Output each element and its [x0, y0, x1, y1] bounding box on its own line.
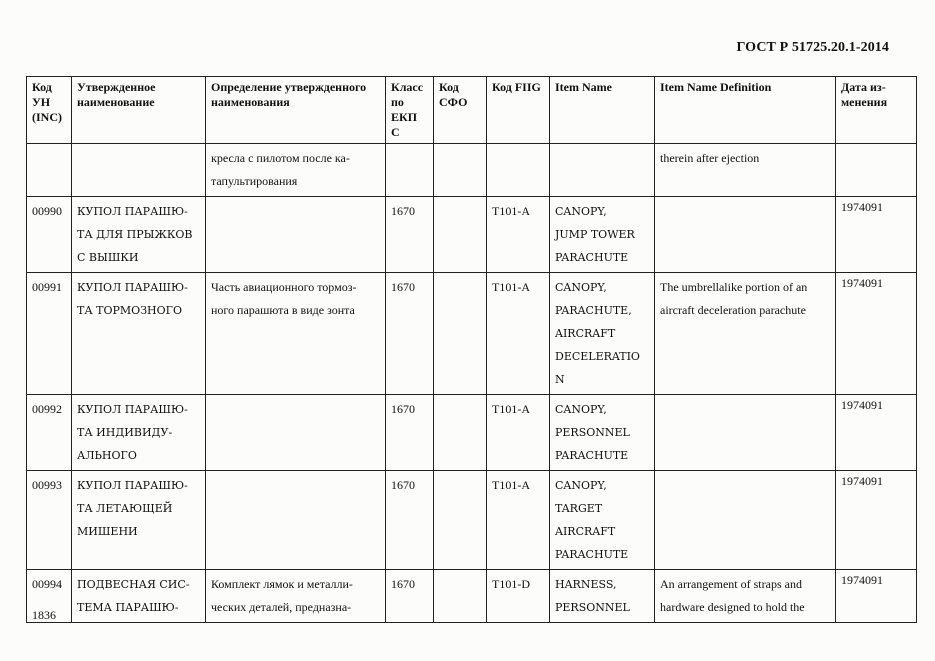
- cell-item-definition: [655, 395, 836, 471]
- cell-name-ru: КУПОЛ ПАРАШЮ- ТА ИНДИВИДУ- АЛЬНОГО: [72, 395, 206, 471]
- cell-sfo: [434, 570, 487, 623]
- col-header-definition-ru: Определение утвержденного наименования: [206, 77, 386, 144]
- cell-sfo: [434, 395, 487, 471]
- cell-item-definition: [655, 471, 836, 570]
- col-header-name-ru: Утвержденное наименование: [72, 77, 206, 144]
- cell-class: [386, 144, 434, 197]
- table-row: [27, 273, 917, 395]
- table-row: [27, 570, 917, 623]
- col-header-item-definition: Item Name Definition: [655, 77, 836, 144]
- cell-definition-ru: Комплект лямок и металли- ческих деталей, предназна-: [206, 570, 386, 623]
- cell-date: [836, 144, 917, 197]
- cell-definition-ru: [206, 395, 386, 471]
- cell-code: 00991: [27, 273, 72, 395]
- cell-fiig: [487, 144, 550, 197]
- cell-date: 1974091: [836, 471, 917, 570]
- col-header-code: Код УН (INC): [27, 77, 72, 144]
- cell-code: [27, 144, 72, 197]
- cell-item-definition: therein after ejection: [655, 144, 836, 197]
- cell-name-ru: КУПОЛ ПАРАШЮ- ТА ТОРМОЗНОГО: [72, 273, 206, 395]
- cell-name-ru: [72, 144, 206, 197]
- cell-class: 1670: [386, 471, 434, 570]
- cell-fiig: T101-A: [487, 273, 550, 395]
- cell-item-name: CANOPY, PERSONNEL PARACHUTE: [550, 395, 655, 471]
- cell-name-ru: КУПОЛ ПАРАШЮ- ТА ЛЕТАЮЩЕЙ МИШЕНИ: [72, 471, 206, 570]
- cell-definition-ru: [206, 197, 386, 273]
- cell-code: 00994: [27, 570, 72, 623]
- cell-item-name: CANOPY, TARGET AIRCRAFT PARACHUTE: [550, 471, 655, 570]
- cell-item-definition: An arrangement of straps and hardware designed to hold the: [655, 570, 836, 623]
- table-header-row: [27, 77, 917, 144]
- cell-code: 00990: [27, 197, 72, 273]
- cell-date: 1974091: [836, 570, 917, 623]
- cell-fiig: T101-D: [487, 570, 550, 623]
- cell-fiig: T101-A: [487, 197, 550, 273]
- cell-item-definition: [655, 197, 836, 273]
- col-header-item-name: Item Name: [550, 77, 655, 144]
- cell-sfo: [434, 471, 487, 570]
- cell-date: 1974091: [836, 395, 917, 471]
- table-row: [27, 144, 917, 197]
- table-row: [27, 471, 917, 570]
- cell-sfo: [434, 197, 487, 273]
- cell-class: 1670: [386, 570, 434, 623]
- cell-item-name: CANOPY, JUMP TOWER PARACHUTE: [550, 197, 655, 273]
- cell-name-ru: ПОДВЕСНАЯ СИС- ТЕМА ПАРАШЮ-: [72, 570, 206, 623]
- document-standard-header: ГОСТ Р 51725.20.1-2014: [736, 40, 889, 55]
- cell-code: 00993: [27, 471, 72, 570]
- cell-item-name: [550, 144, 655, 197]
- table-row: [27, 395, 917, 471]
- table-row: [27, 197, 917, 273]
- cell-date: 1974091: [836, 273, 917, 395]
- cell-item-definition: The umbrellalike portion of an aircraft deceleration parachute: [655, 273, 836, 395]
- cell-class: 1670: [386, 197, 434, 273]
- col-header-sfo: Код СФО: [434, 77, 487, 144]
- page-number: 1836: [32, 608, 56, 622]
- cell-sfo: [434, 273, 487, 395]
- cell-definition-ru: кресла с пилотом после ка- тапультирования: [206, 144, 386, 197]
- cell-date: 1974091: [836, 197, 917, 273]
- cell-item-name: HARNESS, PERSONNEL: [550, 570, 655, 623]
- cell-code: 00992: [27, 395, 72, 471]
- cell-name-ru: КУПОЛ ПАРАШЮ- ТА ДЛЯ ПРЫЖКОВ С ВЫШКИ: [72, 197, 206, 273]
- cell-fiig: T101-A: [487, 395, 550, 471]
- col-header-date: Дата из- менения: [836, 77, 917, 144]
- cell-class: 1670: [386, 273, 434, 395]
- cell-definition-ru: Часть авиационного тормоз- ного парашюта в виде зонта: [206, 273, 386, 395]
- cell-sfo: [434, 144, 487, 197]
- catalog-table: [26, 76, 917, 623]
- cell-class: 1670: [386, 395, 434, 471]
- col-header-class: Класс по ЕКП С: [386, 77, 434, 144]
- col-header-fiig: Код FIIG: [487, 77, 550, 144]
- cell-fiig: T101-A: [487, 471, 550, 570]
- cell-item-name: CANOPY, PARACHUTE, AIRCRAFT DECELERATIO N: [550, 273, 655, 395]
- cell-definition-ru: [206, 471, 386, 570]
